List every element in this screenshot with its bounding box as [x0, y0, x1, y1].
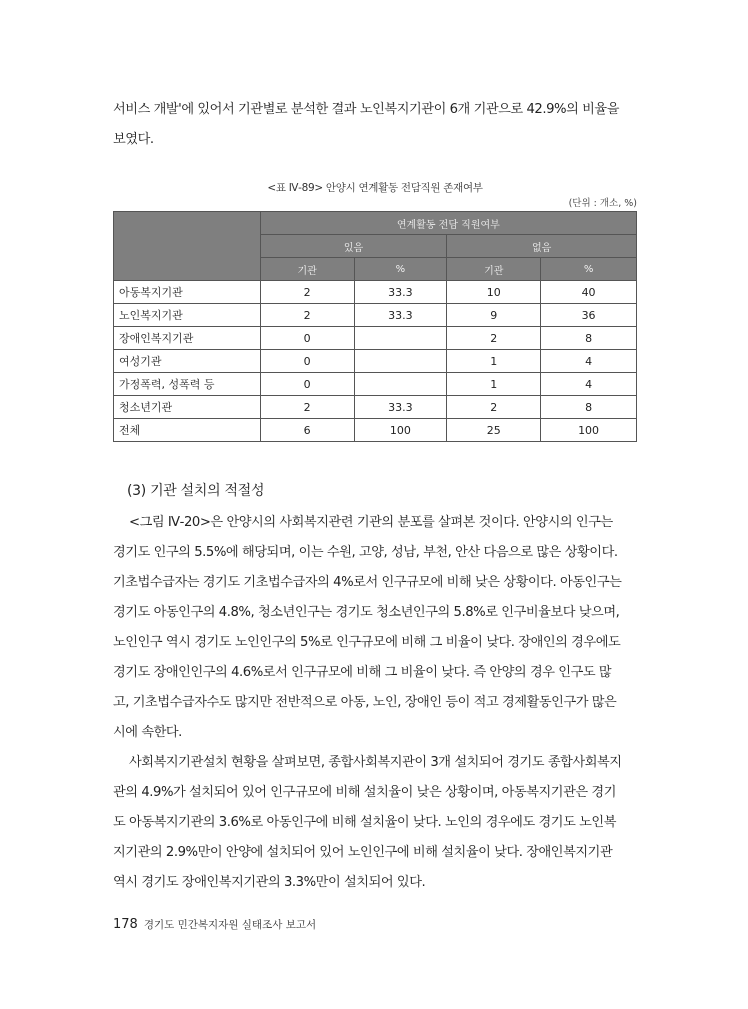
cell: 6: [260, 419, 354, 442]
cell: 2: [447, 327, 541, 350]
header-yes: 있음: [260, 235, 447, 258]
row-label: 노인복지기관: [114, 304, 261, 327]
page-number: 178: [113, 917, 138, 932]
cell: 9: [447, 304, 541, 327]
header-top: 연계활동 전담 직원여부: [260, 212, 636, 235]
subheader: %: [354, 258, 447, 281]
cell: 2: [260, 396, 354, 419]
text-line: 경기도 인구의 5.5%에 해당되며, 이는 수원, 고양, 성남, 부천, 안산 다음으로 많은 상황이다.: [113, 545, 618, 560]
body-paragraph: [113, 508, 643, 898]
page-footer: [113, 917, 316, 932]
section-title: (3) 기관 설치의 적절성: [127, 483, 265, 499]
cell: [354, 327, 447, 350]
intro-paragraph: [113, 95, 643, 155]
row-label: 청소년기관: [114, 396, 261, 419]
cell: 25: [447, 419, 541, 442]
row-label: 여성기관: [114, 350, 261, 373]
text-line: 보였다.: [113, 132, 154, 147]
table-row: [114, 350, 637, 373]
subheader: 기관: [447, 258, 541, 281]
text-line: 노인인구 역시 경기도 노인인구의 5%로 인구규모에 비해 그 비율이 낮다. 장애인의 경우에도: [113, 635, 621, 650]
table-row: [114, 396, 637, 419]
table-caption: <표 Ⅳ-89> 안양시 연계활동 전담직원 존재여부: [267, 182, 483, 194]
text-line: 경기도 아동인구의 4.8%, 청소년인구는 경기도 청소년인구의 5.8%로 인구비율보다 낮으며,: [113, 605, 620, 620]
cell: 33.3: [354, 281, 447, 304]
cell: 100: [541, 419, 637, 442]
data-table: [113, 211, 637, 442]
cell: 4: [541, 350, 637, 373]
text-line: <그림 Ⅳ-20>은 안양시의 사회복지관련 기관의 분포를 살펴본 것이다. 안양시의 인구는: [129, 515, 613, 530]
footer-title: 경기도 민간복지자원 실태조사 보고서: [143, 919, 317, 931]
table-row: [114, 281, 637, 304]
cell: 2: [260, 304, 354, 327]
text-line: 사회복지기관설치 현황을 살펴보면, 종합사회복지관이 3개 설치되어 경기도 종합사회복지: [129, 755, 622, 770]
cell: 2: [260, 281, 354, 304]
cell: 0: [260, 327, 354, 350]
row-label: 전체: [114, 419, 261, 442]
subheader: 기관: [260, 258, 354, 281]
table-row-total: [114, 419, 637, 442]
table-row: [114, 373, 637, 396]
text-line: 역시 경기도 장애인복지기관의 3.3%만이 설치되어 있다.: [113, 875, 426, 890]
table-unit: (단위 : 개소, %): [568, 198, 637, 209]
cell: 8: [541, 327, 637, 350]
header-no: 없음: [447, 235, 637, 258]
text-line: 지기관의 2.9%만이 안양에 설치되어 있어 노인인구에 비해 설치율이 낮다. 장애인복지기관: [113, 845, 613, 860]
text-line: 서비스 개발'에 있어서 기관별로 분석한 결과 노인복지기관이 6개 기관으로 42.9%의 비율을: [113, 102, 620, 117]
table-row: [114, 304, 637, 327]
cell: 0: [260, 350, 354, 373]
cell: 33.3: [354, 304, 447, 327]
cell: 0: [260, 373, 354, 396]
row-label: 가정폭력, 성폭력 등: [114, 373, 261, 396]
text-line: 시에 속한다.: [113, 725, 182, 740]
cell: [354, 350, 447, 373]
text-line: 관의 4.9%가 설치되어 있어 인구규모에 비해 설치율이 낮은 상황이며, 아동복지기관은 경기: [113, 785, 616, 800]
text-line: 도 아동복지기관의 3.6%로 아동인구에 비해 설치율이 낮다. 노인의 경우에도 경기도 노인복: [113, 815, 616, 830]
subheader: %: [541, 258, 637, 281]
cell: 40: [541, 281, 637, 304]
cell: 10: [447, 281, 541, 304]
text-line: 고, 기초법수급자수도 많지만 전반적으로 아동, 노인, 장애인 등이 적고 경제활동인구가 많은: [113, 695, 617, 710]
cell: [354, 373, 447, 396]
cell: 8: [541, 396, 637, 419]
cell: 100: [354, 419, 447, 442]
corner-header: [114, 212, 261, 281]
cell: 1: [447, 350, 541, 373]
cell: 2: [447, 396, 541, 419]
row-label: 아동복지기관: [114, 281, 261, 304]
table-row: [114, 327, 637, 350]
text-line: 경기도 장애인인구의 4.6%로서 인구규모에 비해 그 비율이 낮다. 즉 안양의 경우 인구도 많: [113, 665, 612, 680]
cell: 1: [447, 373, 541, 396]
cell: 36: [541, 304, 637, 327]
row-label: 장애인복지기관: [114, 327, 261, 350]
cell: 33.3: [354, 396, 447, 419]
cell: 4: [541, 373, 637, 396]
text-line: 기초법수급자는 경기도 기초법수급자의 4%로서 인구규모에 비해 낮은 상황이다. 아동인구는: [113, 575, 622, 590]
